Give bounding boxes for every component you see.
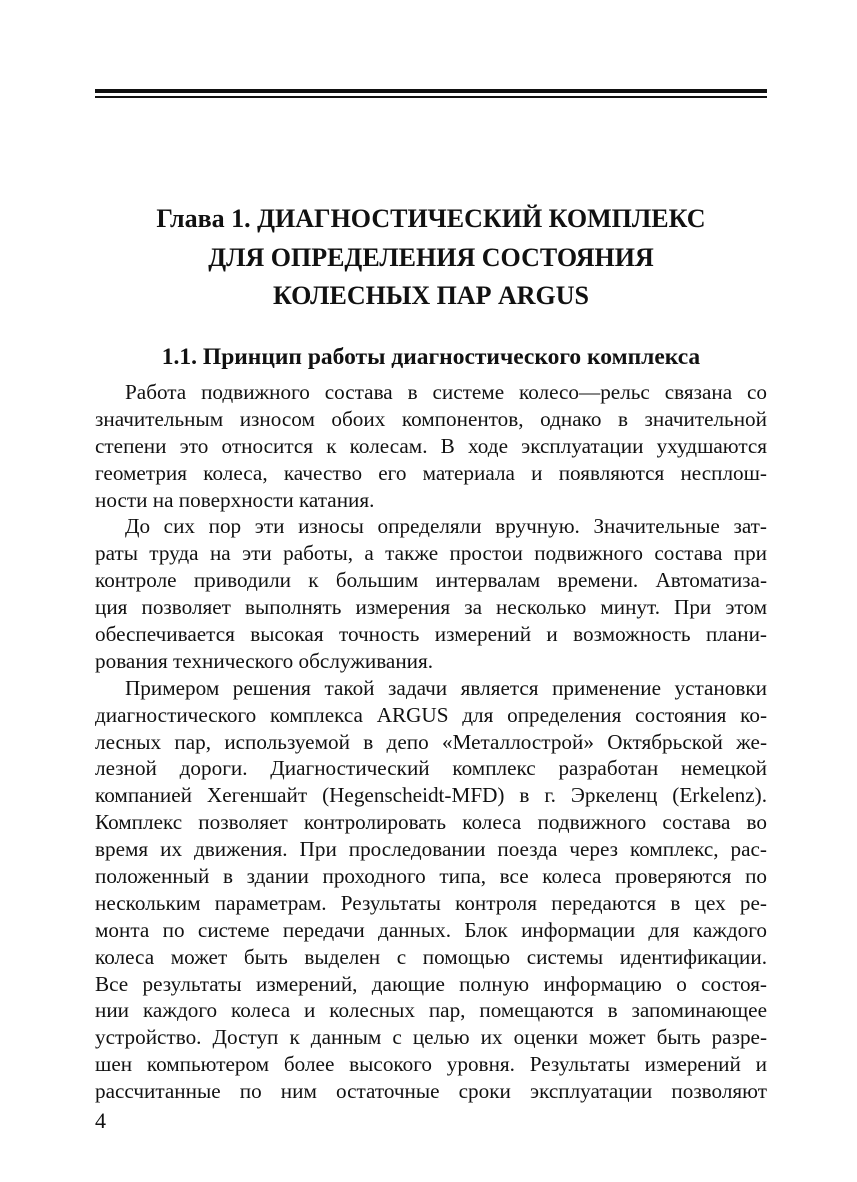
section-title: 1.1. Принцип работы диагностического комплекса	[161, 344, 701, 370]
text-line: нии каждого колеса и колесных пар, помещаются в запоминающее	[95, 998, 767, 1023]
text-line: Примером решения такой задачи является применение установки	[125, 675, 767, 700]
text-line: степени это относится к колесам. В ходе эксплуатации ухудшаются	[95, 433, 767, 458]
text-line: контроле приводили к большим интервалам времени. Автоматиза-	[95, 568, 767, 593]
paragraph-1	[95, 379, 767, 513]
text-line: шен компьютером более высокого уровня. Результаты измерений и	[95, 1052, 767, 1077]
text-line: лесных пар, используемой в депо «Металлострой» Октябрьской же-	[95, 729, 767, 754]
chapter-title	[95, 200, 767, 316]
text-line: компанией Хегеншайт (Hegenscheidt-MFD) в г. Эркеленц (Erkelenz).	[95, 783, 767, 808]
body-text	[95, 379, 767, 1105]
text-line: ция позволяет выполнять измерения за несколько минут. При этом	[95, 595, 767, 620]
text-line: положенный в здании проходного типа, все колеса проверяются по	[95, 864, 767, 889]
paragraph-3	[95, 675, 767, 1105]
header-rule-thick	[95, 89, 767, 93]
text-line: раты труда на эти работы, а также простои подвижного состава при	[95, 541, 767, 566]
text-line: Работа подвижного состава в системе колесо—рельс связана со	[125, 380, 767, 404]
page-number: 4	[95, 1108, 106, 1133]
text-line: диагностического комплекса ARGUS для определения состояния ко-	[95, 702, 767, 727]
text-line: рассчитанные по ним остаточные сроки эксплуатации позволяют	[95, 1079, 767, 1104]
paragraph-2	[95, 513, 767, 674]
text-line: рования технического обслуживания.	[95, 648, 434, 673]
text-line: нескольким параметрам. Результаты контроля передаются в цех ре-	[95, 890, 767, 915]
header-rule-thin	[95, 96, 767, 98]
text-line: ности на поверхности катания.	[95, 487, 375, 512]
text-line: геометрия колеса, качество его материала и появляются несплош-	[95, 460, 767, 485]
text-line: время их движения. При проследовании поезда через комплекс, рас-	[95, 837, 767, 862]
text-line: До сих пор эти износы определяли вручную. Значительные зат-	[125, 514, 767, 539]
text-line: обеспечивается высокая точность измерений и возможность плани-	[95, 622, 767, 647]
text-line: лезной дороги. Диагностический комплекс разработан немецкой	[95, 756, 767, 781]
text-line: значительным износом обоих компонентов, однако в значительной	[95, 406, 767, 431]
text-line: Комплекс позволяет контролировать колеса подвижного состава во	[95, 810, 767, 835]
text-line: колеса может быть выделен с помощью системы идентификации.	[95, 944, 767, 969]
text-line: устройство. Доступ к данным с целью их оценки может быть разре-	[95, 1025, 767, 1050]
chapter-title-line: ДЛЯ ОПРЕДЕЛЕНИЯ СОСТОЯНИЯ	[208, 242, 654, 272]
chapter-title-line: Глава 1. ДИАГНОСТИЧЕСКИЙ КОМПЛЕКС	[156, 204, 706, 233]
chapter-title-line: КОЛЕСНЫХ ПАР ARGUS	[272, 281, 590, 310]
text-line: Все результаты измерений, дающие полную информацию о состоя-	[95, 971, 767, 996]
text-line: монта по системе передачи данных. Блок информации для каждого	[95, 917, 767, 942]
